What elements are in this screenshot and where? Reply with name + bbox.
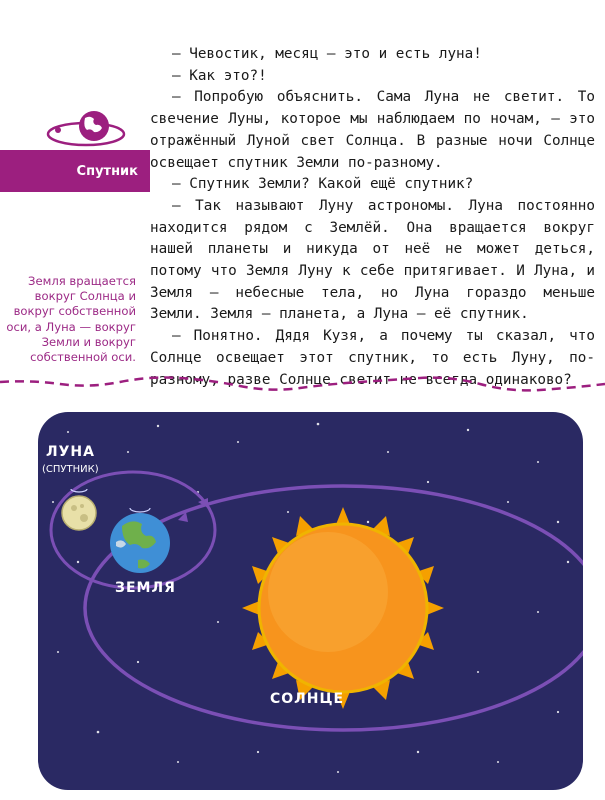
paragraph: — Так называют Луну астрономы. Луна постоянно находится рядом с Землёй. Она вращается вокруг нашей планеты и никуда от неё не может деться, потому что Земля Луну к себе притягивает. И Луна, и Земля — небесные тела, но Луна гораздо меньше Земли. Земля — планета, а Луна — её спутник. [150,197,595,323]
main-text [150,44,595,391]
paragraph: — Спутник Земли? Какой ещё спутник? [172,176,474,193]
sun-icon [242,507,444,709]
topic-tab [0,150,150,192]
dashed-divider [0,368,605,400]
side-note: Земля вращается вокруг Солнца и вокруг собственной оси, а Луна — вокруг Земли и вокруг собственной оси. [6,274,136,365]
topic-tab-label: Спутник [76,163,138,179]
sun-label: СОЛНЦЕ [270,691,345,707]
paragraph: — Понятно. Дядя Кузя, а почему ты сказал, что Солнце освещает этот спутник, то есть Луну, по-разному, разве Солнце светит не всегда одинаково? [150,328,595,388]
paragraph: — Чевостик, месяц — это и есть луна! [172,46,482,62]
solar-system-illustration [38,412,583,790]
paragraph: — Попробую объяснить. Сама Луна не светит. То свечение Луны, которое мы наблюдаем по ночам, — это отражённый Луной свет Солнца. В разные ночи Солнце освещает спутник Земли по-разному. [150,89,595,171]
space-scene [38,412,583,790]
paragraph: — Как это?! [172,67,267,84]
earth-label: ЗЕМЛЯ [115,580,176,596]
moon-sublabel: (СПУТНИК) [42,464,99,475]
moon-label: ЛУНА [46,444,95,460]
earth-icon [110,508,170,573]
globe-orbit-icon [40,108,132,152]
